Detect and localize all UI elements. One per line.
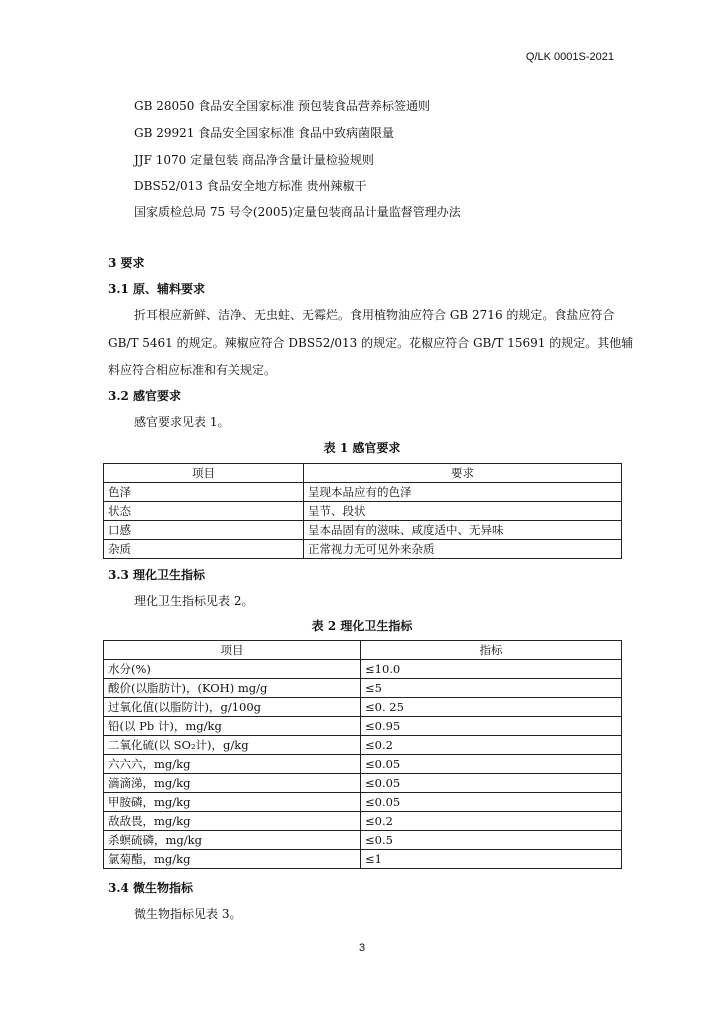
table-cell: 甲胺磷，mg/kg xyxy=(104,793,361,812)
table-cell: ≤0.5 xyxy=(361,831,622,850)
reference-line: DBS52/013 食品安全地方标准 贵州辣椒干 xyxy=(134,179,367,193)
table-header-cell: 指标 xyxy=(361,641,622,660)
paragraph-line: 料应符合相应标准和有关规定。 xyxy=(108,363,277,377)
table-cell: ≤10.0 xyxy=(361,660,622,679)
table-row xyxy=(104,831,622,850)
table-row xyxy=(104,736,622,755)
table-row xyxy=(104,660,622,679)
table-row xyxy=(104,774,622,793)
table-caption: 表 1 感官要求 xyxy=(323,441,401,455)
table-cell: ≤5 xyxy=(361,679,622,698)
table-cell: 呈现本品应有的色泽 xyxy=(304,483,622,502)
table-cell: 氯菊酯，mg/kg xyxy=(104,850,361,869)
table-header-cell: 项目 xyxy=(104,464,304,483)
reference-line: 国家质检总局 75 号令(2005)定量包装商品计量监督管理办法 xyxy=(134,205,461,219)
table-cell: 口感 xyxy=(104,521,304,540)
document-code: Q/LK 0001S-2021 xyxy=(525,51,614,63)
table-row xyxy=(104,717,622,736)
table-cell: 水分(%) xyxy=(104,660,361,679)
table-cell: 六六六，mg/kg xyxy=(104,755,361,774)
table-header-cell: 要求 xyxy=(304,464,622,483)
table-row xyxy=(104,521,622,540)
section-heading: 3.4 微生物指标 xyxy=(108,881,194,895)
section-heading: 3.3 理化卫生指标 xyxy=(108,568,206,582)
table-header-cell: 项目 xyxy=(104,641,361,660)
page-number: 3 xyxy=(358,942,366,954)
table-row xyxy=(104,483,622,502)
paragraph-line: GB/T 5461 的规定。辣椒应符合 DBS52/013 的规定。花椒应符合 GB/T 15691 的规定。其他辅 xyxy=(108,336,634,350)
physicochemical-indicators-table xyxy=(103,640,622,869)
table-cell: ≤0.2 xyxy=(361,736,622,755)
table-cell: ≤0.05 xyxy=(361,774,622,793)
table-cell: 敌敌畏，mg/kg xyxy=(104,812,361,831)
table-row xyxy=(104,850,622,869)
reference-line: GB 29921 食品安全国家标准 食品中致病菌限量 xyxy=(134,126,395,140)
section-heading: 3.1 原、辅料要求 xyxy=(108,282,206,296)
section-heading: 3.2 感官要求 xyxy=(108,389,182,403)
table-cell: 杀螟硫磷，mg/kg xyxy=(104,831,361,850)
paragraph-text: 理化卫生指标见表 2。 xyxy=(134,594,254,608)
table-cell: 铅(以 Pb 计)，mg/kg xyxy=(104,717,361,736)
table-row xyxy=(104,698,622,717)
table-row xyxy=(104,540,622,559)
reference-line: JJF 1070 定量包装 商品净含量计量检验规则 xyxy=(134,153,374,167)
table-cell: ≤1 xyxy=(361,850,622,869)
table-cell: ≤0.2 xyxy=(361,812,622,831)
table-row xyxy=(104,502,622,521)
table-cell: 杂质 xyxy=(104,540,304,559)
table-cell: ≤0.95 xyxy=(361,717,622,736)
paragraph-text: 感官要求见表 1。 xyxy=(134,415,230,429)
table-header-row xyxy=(104,464,622,483)
table-caption: 表 2 理化卫生指标 xyxy=(311,619,413,633)
table-row xyxy=(104,793,622,812)
table-cell: 过氧化值(以脂防计)，g/100g xyxy=(104,698,361,717)
table-cell: 状态 xyxy=(104,502,304,521)
table-row xyxy=(104,755,622,774)
paragraph-text: 微生物指标见表 3。 xyxy=(134,907,242,921)
table-row xyxy=(104,812,622,831)
table-header-row xyxy=(104,641,622,660)
table-cell: ≤0. 25 xyxy=(361,698,622,717)
sensory-requirements-table xyxy=(103,463,622,559)
table-cell: 滴滴涕，mg/kg xyxy=(104,774,361,793)
section-heading: 3 要求 xyxy=(108,256,145,270)
table-cell: 二氧化硫(以 SO₂计)，g/kg xyxy=(104,736,361,755)
table-cell: 正常视力无可见外来杂质 xyxy=(304,540,622,559)
reference-line: GB 28050 食品安全国家标准 预包装食品营养标签通则 xyxy=(134,99,431,113)
table-cell: ≤0.05 xyxy=(361,755,622,774)
table-cell: 呈节、段状 xyxy=(304,502,622,521)
table-cell: ≤0.05 xyxy=(361,793,622,812)
table-row xyxy=(104,679,622,698)
table-cell: 呈本品固有的滋味、咸度适中、无异味 xyxy=(304,521,622,540)
paragraph-line: 折耳根应新鲜、洁净、无虫蛀、无霉烂。食用植物油应符合 GB 2716 的规定。食盐应符合 xyxy=(134,308,615,322)
table-cell: 酸价(以脂肪计)，(KOH) mg/g xyxy=(104,679,361,698)
table-cell: 色泽 xyxy=(104,483,304,502)
